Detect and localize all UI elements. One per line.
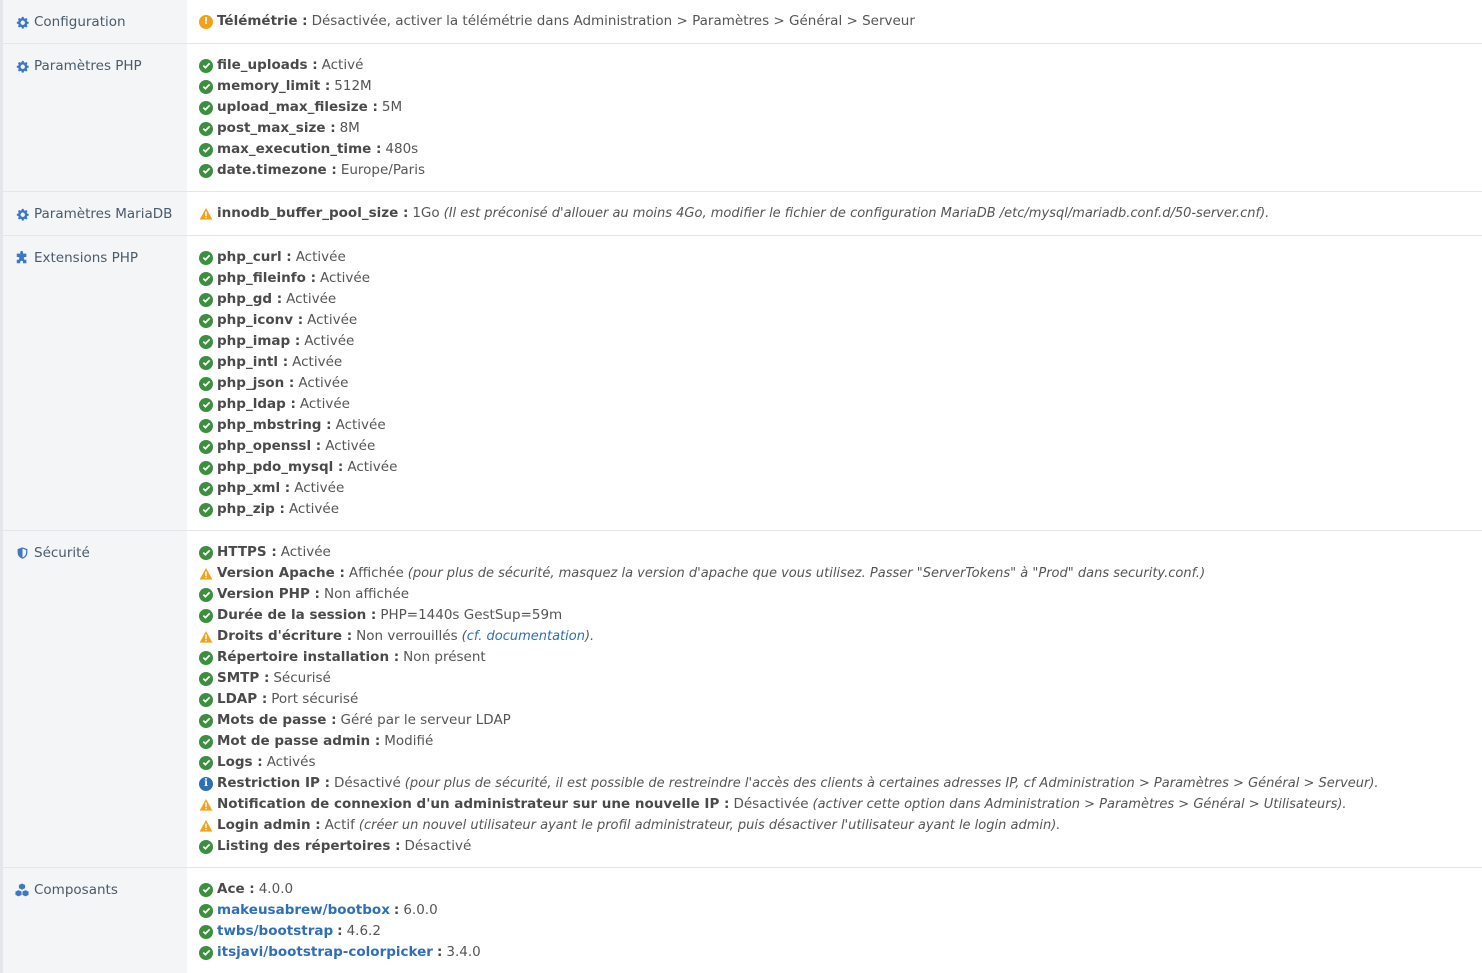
status-key: LDAP : (217, 691, 268, 707)
status-line (199, 731, 1482, 752)
row-php-params (0, 43, 1482, 191)
section-title: Configuration (34, 14, 126, 30)
note-suffix: ). (584, 629, 595, 644)
status-key: SMTP : (217, 670, 270, 686)
key-separator: : (337, 923, 343, 939)
section-content (187, 44, 1482, 191)
status-key: Mots de passe : (217, 712, 337, 728)
check-circle-icon (199, 840, 213, 854)
status-key: php_openssl : (217, 438, 322, 454)
status-key: php_ldap : (217, 396, 296, 412)
check-circle-icon (199, 925, 213, 939)
row-label (0, 44, 187, 191)
row-label (0, 531, 187, 867)
status-key: Version Apache : (217, 565, 345, 581)
status-key: max_execution_time : (217, 141, 382, 157)
status-value: PHP=1440s GestSup=59m (380, 607, 563, 623)
status-note: (créer un nouvel utilisateur ayant le profil administrateur, puis désactiver l'utilisateur ayant le login admin). (358, 818, 1061, 833)
status-key: php_json : (217, 375, 295, 391)
status-key: Durée de la session : (217, 607, 377, 623)
status-key: php_gd : (217, 291, 283, 307)
exclamation-circle-icon: ! (199, 15, 213, 29)
status-key: Télémétrie : (217, 13, 308, 29)
status-line (199, 55, 1482, 76)
section-title: Paramètres PHP (34, 58, 142, 74)
component-link[interactable]: itsjavi/bootstrap-colorpicker (217, 944, 433, 960)
status-key: date.timezone : (217, 162, 337, 178)
status-key: post_max_size : (217, 120, 336, 136)
status-key: HTTPS : (217, 544, 277, 560)
warning-triangle-icon (199, 819, 213, 833)
status-line (199, 710, 1482, 731)
status-key: Login admin : (217, 817, 321, 833)
section-title: Extensions PHP (34, 250, 139, 266)
key-separator: : (393, 902, 400, 918)
section-content (187, 236, 1482, 530)
status-line (199, 499, 1482, 520)
status-line (199, 203, 1482, 224)
check-circle-icon (199, 164, 213, 178)
status-key: Droits d'écriture : (217, 628, 353, 644)
check-circle-icon (199, 735, 213, 749)
status-value: Activée (288, 501, 340, 517)
status-value: Activée (292, 354, 343, 370)
status-line (199, 76, 1482, 97)
status-line (199, 773, 1482, 794)
status-value: Non affichée (323, 586, 410, 602)
status-value: Activée (294, 480, 345, 496)
status-line (199, 310, 1482, 331)
check-circle-icon (199, 356, 213, 370)
check-circle-icon (199, 714, 213, 728)
status-value: Activée (298, 375, 349, 391)
row-label (0, 0, 187, 43)
row-label (0, 868, 187, 973)
check-circle-icon (199, 293, 213, 307)
row-mariadb (0, 191, 1482, 235)
status-line (199, 457, 1482, 478)
gear-icon (15, 55, 29, 77)
section-content (187, 0, 1482, 43)
key-separator: : (436, 944, 443, 960)
status-note: (Il est préconisé d'allouer au moins 4Go, modifier le fichier de configuration MariaDB /etc/mysql/mariadb.conf.d/50-server.cnf). (443, 206, 1270, 221)
status-line (199, 373, 1482, 394)
status-value: 3.4.0 (446, 944, 481, 960)
status-key: Ace : (217, 881, 255, 897)
status-value: 8M (339, 120, 360, 136)
status-value: 4.0.0 (258, 881, 294, 897)
gear-icon (15, 203, 29, 225)
status-key: Version PHP : (217, 586, 320, 602)
status-line (199, 289, 1482, 310)
check-circle-icon (199, 398, 213, 412)
check-circle-icon (199, 546, 213, 560)
check-circle-icon (199, 80, 213, 94)
status-line (199, 331, 1482, 352)
status-line (199, 394, 1482, 415)
status-line (199, 794, 1482, 815)
status-value: 5M (381, 99, 403, 115)
status-key: Logs : (217, 754, 263, 770)
status-value: 480s (385, 141, 419, 157)
status-line (199, 605, 1482, 626)
check-circle-icon (199, 272, 213, 286)
check-circle-icon (199, 419, 213, 433)
warning-triangle-icon (199, 630, 213, 644)
status-value: Activée (299, 396, 350, 412)
status-line (199, 626, 1482, 647)
status-line (199, 268, 1482, 289)
row-configuration (0, 0, 1482, 43)
puzzle-icon (15, 247, 29, 269)
status-value: Activés (266, 754, 316, 770)
status-key: Répertoire installation : (217, 649, 400, 665)
status-line (199, 563, 1482, 584)
check-circle-icon (199, 440, 213, 454)
check-circle-icon (199, 122, 213, 136)
status-value: Europe/Paris (340, 162, 425, 178)
section-content (187, 192, 1482, 235)
section-content (187, 868, 1482, 973)
check-circle-icon (199, 482, 213, 496)
check-circle-icon (199, 588, 213, 602)
status-note: (activer cette option dans Administration > Paramètres > Général > Utilisateurs). (812, 797, 1347, 812)
component-link[interactable]: twbs/bootstrap (217, 923, 334, 939)
status-line (199, 160, 1482, 181)
status-key: php_iconv : (217, 312, 304, 328)
section-title: Composants (34, 882, 118, 898)
check-circle-icon (199, 251, 213, 265)
check-circle-icon (199, 904, 213, 918)
status-line (199, 436, 1482, 457)
status-value: Activée (280, 544, 331, 560)
status-line (199, 118, 1482, 139)
status-value: Actif (324, 817, 355, 833)
row-components (0, 867, 1482, 973)
check-circle-icon (199, 377, 213, 391)
status-value: 512M (334, 78, 372, 94)
check-circle-icon (199, 756, 213, 770)
section-content (187, 531, 1482, 867)
status-line (199, 97, 1482, 118)
status-key: php_intl : (217, 354, 289, 370)
status-note (462, 626, 595, 647)
status-key: Listing des répertoires : (217, 838, 401, 854)
status-key: memory_limit : (217, 78, 331, 94)
section-title: Sécurité (34, 545, 90, 561)
status-line (199, 478, 1482, 499)
status-line (199, 352, 1482, 373)
check-circle-icon (199, 101, 213, 115)
check-circle-icon (199, 609, 213, 623)
status-key: php_zip : (217, 501, 285, 517)
status-line (199, 668, 1482, 689)
row-label (0, 236, 187, 530)
check-circle-icon (199, 883, 213, 897)
status-value: Activée (325, 438, 376, 454)
status-line (199, 815, 1482, 836)
check-circle-icon (199, 651, 213, 665)
check-circle-icon (199, 59, 213, 73)
status-line (199, 584, 1482, 605)
status-key: php_mbstring : (217, 417, 332, 433)
status-key: php_imap : (217, 333, 301, 349)
status-value: Affichée (348, 565, 404, 581)
status-line (199, 647, 1482, 668)
info-circle-icon: i (199, 777, 213, 791)
status-value: Activée (347, 459, 398, 475)
cubes-icon (15, 879, 29, 901)
status-line (199, 879, 1482, 900)
row-security (0, 530, 1482, 867)
status-line (199, 247, 1482, 268)
check-circle-icon (199, 503, 213, 517)
status-value: Activée (304, 333, 355, 349)
status-value: 4.6.2 (346, 923, 381, 939)
status-value: Activé (321, 57, 364, 73)
status-key: innodb_buffer_pool_size : (217, 205, 409, 221)
status-value: Non verrouillés (356, 628, 458, 644)
check-circle-icon (199, 314, 213, 328)
status-value: 6.0.0 (403, 902, 438, 918)
status-key: php_pdo_mysql : (217, 459, 344, 475)
status-value: Géré par le serveur LDAP (340, 712, 511, 728)
status-value: Activée (307, 312, 358, 328)
check-circle-icon (199, 461, 213, 475)
check-circle-icon (199, 946, 213, 960)
status-value: 1Go (412, 205, 440, 221)
status-value: Activée (335, 417, 386, 433)
status-line (199, 689, 1482, 710)
status-line (199, 542, 1482, 563)
status-value: Activée (295, 249, 346, 265)
warning-triangle-icon (199, 798, 213, 812)
section-title: Paramètres MariaDB (34, 206, 173, 222)
status-line (199, 415, 1482, 436)
status-key: file_uploads : (217, 57, 318, 73)
status-key: upload_max_filesize : (217, 99, 378, 115)
status-value: Port sécurisé (271, 691, 359, 707)
status-value: Désactivé (404, 838, 472, 854)
note-prefix: ( (461, 629, 467, 644)
status-value: Activée (319, 270, 371, 286)
status-key: Notification de connexion d'un administrateur sur une nouvelle IP : (217, 796, 730, 812)
status-value: Désactivée (733, 796, 809, 812)
status-line (199, 752, 1482, 773)
status-key: php_xml : (217, 480, 291, 496)
status-key: Mot de passe admin : (217, 733, 381, 749)
status-value: Désactivée, activer la télémétrie dans Administration > Paramètres > Général > Serveur (311, 13, 915, 29)
status-value: Modifié (384, 733, 434, 749)
status-note: (pour plus de sécurité, il est possible de restreindre l'accès des clients à certaines adresses IP, cf Administration > Paramètres > Général > Serveur). (404, 776, 1379, 791)
status-key: php_curl : (217, 249, 292, 265)
check-circle-icon (199, 335, 213, 349)
status-note: (pour plus de sécurité, masquez la version d'apache que vous utilisez. Passer "ServerTokens" à "Prod" dans security.conf.) (407, 566, 1206, 581)
component-link[interactable]: makeusabrew/bootbox (217, 902, 390, 918)
shield-icon (15, 542, 29, 564)
status-line (199, 836, 1482, 857)
check-circle-icon (199, 143, 213, 157)
status-value: Sécurisé (273, 670, 331, 686)
warning-triangle-icon (199, 207, 213, 221)
status-key: php_fileinfo : (217, 270, 316, 286)
status-line (199, 11, 1482, 32)
status-line (199, 921, 1482, 942)
status-value: Désactivé (334, 775, 401, 791)
row-label (0, 192, 187, 235)
check-circle-icon (199, 693, 213, 707)
check-circle-icon (199, 672, 213, 686)
warning-triangle-icon (199, 567, 213, 581)
status-value: Activée (286, 291, 337, 307)
documentation-link[interactable]: cf. documentation (466, 629, 585, 644)
status-key: Restriction IP : (217, 775, 331, 791)
status-line (199, 942, 1482, 963)
gear-icon (15, 11, 29, 33)
status-line (199, 139, 1482, 160)
status-value: Non présent (403, 649, 486, 665)
status-line (199, 900, 1482, 921)
row-extensions (0, 235, 1482, 530)
